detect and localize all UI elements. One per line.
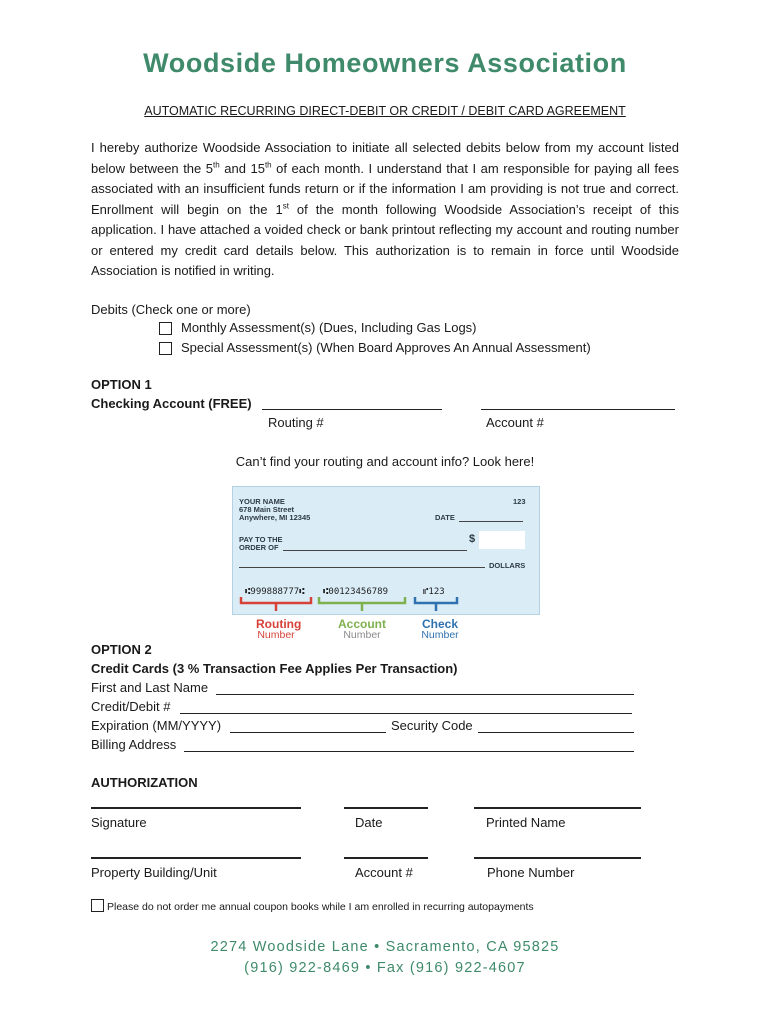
option1-heading: OPTION 1 — [91, 377, 152, 392]
check-payee-line — [283, 550, 467, 551]
coupon-optout-label: Please do not order me annual coupon books while I am enrolled in recurring autopayments — [107, 901, 534, 913]
footer-phones: (916) 922-8469 • Fax (916) 922-4607 — [244, 960, 526, 976]
micr-routing: ⑆999888777⑆ — [245, 587, 305, 597]
check-date-label: DATE — [435, 513, 455, 522]
billing-address-label: Billing Address — [91, 737, 177, 752]
check-dollar-sign: $ — [469, 533, 476, 545]
signature-field[interactable] — [91, 807, 301, 809]
sample-check-image — [232, 486, 540, 615]
monthly-assessment-checkbox[interactable] — [159, 322, 172, 335]
printed-name-field[interactable] — [474, 807, 641, 809]
signature-label: Signature — [91, 815, 147, 830]
date-label: Date — [355, 815, 383, 830]
check-pay-to-1: PAY TO THE — [239, 535, 283, 544]
routing-help-text: Can’t find your routing and account info? Look here! — [235, 454, 535, 469]
debits-label: Debits (Check one or more) — [91, 302, 251, 317]
routing-number-field[interactable] — [262, 409, 442, 410]
phone-number-field[interactable] — [474, 857, 641, 859]
check-street: 678 Main Street — [239, 505, 295, 514]
check-amount-box — [479, 531, 525, 549]
expiration-field[interactable] — [230, 732, 386, 733]
authorization-heading: AUTHORIZATION — [91, 775, 198, 790]
auth-account-label: Account # — [355, 865, 413, 880]
agreement-subtitle: AUTOMATIC RECURRING DIRECT-DEBIT OR CREDIT / DEBIT CARD AGREEMENT — [144, 104, 626, 118]
name-label: First and Last Name — [91, 680, 209, 695]
account-label: Account # — [486, 415, 544, 430]
routing-label: Routing # — [268, 415, 324, 430]
date-field[interactable] — [344, 807, 428, 809]
monthly-assessment-label: Monthly Assessment(s) (Dues, Including Gas Logs) — [181, 320, 477, 335]
security-code-label: Security Code — [391, 718, 473, 733]
routing-number-title: Routing — [256, 617, 302, 631]
check-pay-to-2: ORDER OF — [239, 543, 279, 552]
name-field[interactable] — [216, 694, 634, 695]
check-dollars-label: DOLLARS — [489, 561, 526, 570]
account-bracket — [319, 597, 405, 603]
check-amount-words-line — [239, 567, 485, 568]
routing-bracket — [241, 597, 311, 603]
check-number-sub: Number — [421, 629, 459, 641]
account-number-sub: Number — [343, 629, 381, 641]
credit-cards-label: Credit Cards (3 % Transaction Fee Applies Per Transaction) — [91, 661, 458, 676]
association-title: Woodside Homeowners Association — [143, 48, 627, 78]
billing-address-field[interactable] — [184, 751, 634, 752]
property-unit-label: Property Building/Unit — [91, 865, 217, 880]
property-unit-field[interactable] — [91, 857, 301, 859]
micr-check: ⑈123 — [423, 587, 445, 597]
authorization-paragraph: I hereby authorize Woodside Association to initiate all selected debits below from my account listed below between the 5th and 15th of each month. I understand that I am responsible for paying all fees associated with an insufficient funds return or if the information I am providing is not true and correct. Enrollment will begin on the 1st of the month following Woodside Association’s receipt of this application. I have attached a voided check or bank printout reflecting my account and routing number or entered my credit card details below. This authorization is to remain in force until Woodside Association is notified in writing. — [91, 140, 679, 278]
expiration-label: Expiration (MM/YYYY) — [91, 718, 222, 733]
printed-name-label: Printed Name — [486, 815, 566, 830]
special-assessment-label: Special Assessment(s) (When Board Approves An Annual Assessment) — [181, 340, 591, 355]
account-number-field[interactable] — [481, 409, 675, 410]
check-number-title: Check — [421, 617, 459, 631]
check-city: Anywhere, MI 12345 — [239, 513, 311, 522]
option2-heading: OPTION 2 — [91, 642, 152, 657]
check-date-line — [459, 521, 523, 522]
card-number-label: Credit/Debit # — [91, 699, 171, 714]
coupon-optout-checkbox[interactable] — [91, 899, 104, 912]
security-code-field[interactable] — [478, 732, 634, 733]
check-bracket — [415, 597, 457, 603]
special-assessment-checkbox[interactable] — [159, 342, 172, 355]
check-name: YOUR NAME — [239, 497, 285, 506]
card-number-field[interactable] — [180, 713, 632, 714]
routing-number-sub: Number — [257, 629, 295, 641]
footer-address: 2274 Woodside Lane • Sacramento, CA 95825 — [210, 939, 560, 955]
checking-account-label: Checking Account (FREE) — [91, 396, 252, 411]
phone-number-label: Phone Number — [487, 865, 575, 880]
micr-account: ⑆00123456789 — [323, 587, 389, 597]
account-number-title: Account — [338, 617, 386, 631]
micr-brackets — [233, 591, 539, 613]
auth-account-field[interactable] — [344, 857, 428, 859]
check-number: 123 — [513, 497, 526, 506]
